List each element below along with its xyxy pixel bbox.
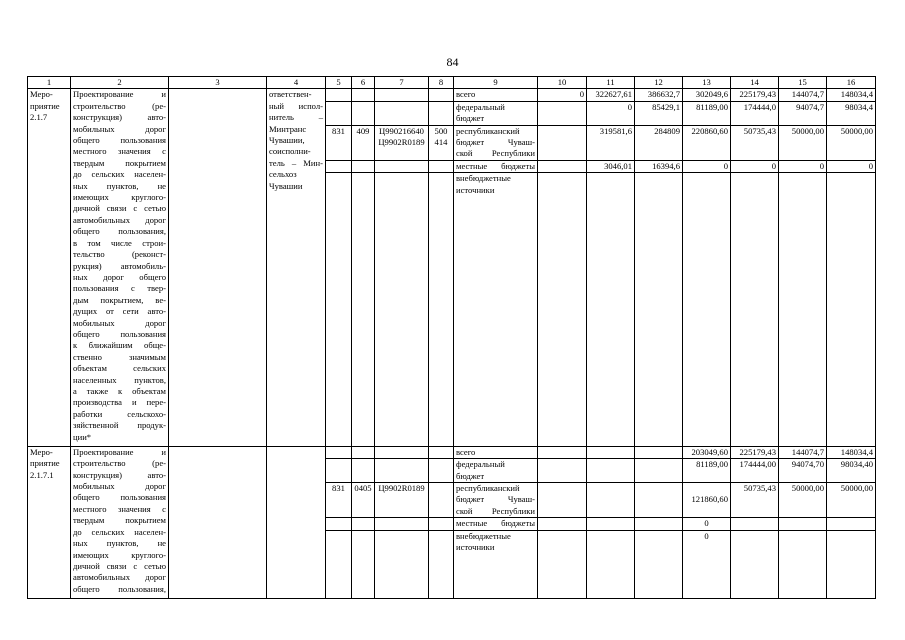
cell-line: сельхоз: [269, 169, 297, 180]
amount-c15: [779, 459, 827, 483]
expense-type-code: [429, 125, 454, 160]
amount-value: 98034,40: [840, 459, 873, 470]
cell-line: рукция) автомобиль-: [73, 260, 166, 271]
amount-c14: [731, 160, 779, 172]
amount-c16: [827, 160, 876, 172]
amount-c12: [635, 530, 683, 598]
page-number: 84: [446, 55, 459, 69]
grbs-code: [326, 160, 352, 172]
section-code: [352, 530, 375, 598]
cell-line: местного значения с: [73, 503, 166, 514]
section-code: [352, 101, 375, 125]
cell-line: тель – Мин-: [269, 157, 323, 168]
column-header: 13: [683, 77, 731, 89]
amount-value: 16394,6: [652, 160, 680, 171]
cell-line: строительство (ре-: [73, 458, 166, 469]
cell-line: общего пользования: [73, 135, 166, 146]
responsible-executor: [267, 446, 326, 598]
amount-c16: [827, 101, 876, 125]
cell-line: общего пользования,: [73, 583, 166, 594]
amount-value: 144074,7: [791, 446, 824, 457]
target-article-code: [375, 173, 429, 447]
cell-line: общего пользования,: [73, 226, 166, 237]
amount-c16: [827, 173, 876, 447]
cell-line: местного значения с: [73, 146, 166, 157]
header-row: [28, 77, 876, 89]
amount-value: 225179,43: [739, 446, 776, 457]
amount-c15: [779, 530, 827, 598]
amount-c12: [635, 125, 683, 160]
cell-line: всего: [456, 446, 476, 457]
amount-c13: [683, 89, 731, 101]
amount-value: 50000,00: [791, 483, 824, 494]
expense-type-code: [429, 530, 454, 598]
funding-source: [454, 160, 538, 172]
amount-c13: [683, 459, 731, 483]
column-header: 14: [731, 77, 779, 89]
section-code: 0405: [352, 483, 375, 518]
cell-line: Проектирование и: [73, 446, 166, 457]
cell-line: к ближайшим обще-: [73, 340, 166, 351]
cell-line: а также к объектам: [73, 385, 166, 396]
amount-value: 322627,61: [595, 89, 632, 100]
cell-line: общего пользования: [73, 492, 166, 503]
cell-line: 2.1.7: [30, 112, 48, 123]
amount-c13: [683, 101, 731, 125]
section-code: [352, 173, 375, 447]
cell-line: ный испол-: [269, 100, 323, 111]
cell-line: до сельских населен-: [73, 169, 166, 180]
amount-c16: [827, 125, 876, 160]
cell-line: Меро-: [30, 89, 53, 100]
target-article-code: [375, 101, 429, 125]
cell-line: ской Республики: [456, 148, 535, 159]
cell-line: до сельских населен-: [73, 526, 166, 537]
amount-c13: [683, 483, 731, 518]
cell-line: ской Республики: [456, 505, 535, 516]
amount-value: 81189,00: [696, 459, 728, 470]
amount-c10: [538, 446, 587, 458]
amount-c12: [635, 160, 683, 172]
cell-line: пользования с твер-: [73, 283, 166, 294]
cell-line: федеральный: [456, 459, 505, 470]
amount-c15: [779, 160, 827, 172]
amount-value: 0: [627, 101, 632, 112]
funding-source: [454, 530, 538, 598]
amount-value: 319581,6: [599, 125, 632, 136]
grbs-code: [326, 530, 352, 598]
expense-type-code: [429, 459, 454, 483]
amount-value: 0: [704, 518, 709, 529]
amount-value: 284809: [654, 125, 680, 136]
grbs-code: [326, 89, 352, 101]
cell-line: населенных пунктов,: [73, 374, 166, 385]
table-row: [28, 446, 876, 458]
cell-line: автомобильных дорог: [73, 572, 166, 583]
amount-value: 94074,7: [796, 101, 824, 112]
target-article-code: [375, 518, 429, 530]
amount-c11: [587, 459, 635, 483]
column-header: 16: [827, 77, 876, 89]
amount-c11: [587, 101, 635, 125]
target-article-code: [375, 483, 429, 518]
section-code: [352, 160, 375, 172]
amount-c10: [538, 459, 587, 483]
measure-id: [28, 446, 71, 598]
cell-line: строительство (ре-: [73, 100, 166, 111]
amount-c11: [587, 483, 635, 518]
cell-line: бюджет: [456, 113, 485, 124]
cell-line: Чувашии: [269, 180, 303, 191]
amount-c14: [731, 518, 779, 530]
column-header: 15: [779, 77, 827, 89]
section-code: [352, 89, 375, 101]
target-article-code: [375, 125, 429, 160]
column-header: 11: [587, 77, 635, 89]
column-header: 3: [169, 77, 267, 89]
cell-line: Меро-: [30, 446, 53, 457]
column-header: 6: [352, 77, 375, 89]
amount-c11: [587, 446, 635, 458]
amount-c13: [683, 125, 731, 160]
expense-type-code: [429, 446, 454, 458]
amount-c13: [683, 160, 731, 172]
column-3-empty: [169, 89, 267, 446]
amount-c10: [538, 483, 587, 518]
funding-source: [454, 101, 538, 125]
amount-c15: [779, 518, 827, 530]
amount-value: 220860,60: [691, 125, 728, 136]
target-article-code: [375, 160, 429, 172]
section-code: [352, 446, 375, 458]
section-code: [352, 518, 375, 530]
amount-c14: [731, 125, 779, 160]
cell-line: дущих от сети авто-: [73, 306, 166, 317]
amount-value: 0: [868, 160, 873, 171]
amount-value: 174444,0: [743, 101, 776, 112]
column-header: 9: [454, 77, 538, 89]
expense-type-code: [429, 89, 454, 101]
column-header: 7: [375, 77, 429, 89]
target-article-code: [375, 530, 429, 598]
cell-line: твердым покрытием: [73, 157, 166, 168]
expense-type-code: [429, 101, 454, 125]
amount-c11: [587, 160, 635, 172]
cell-line: местные бюджеты: [456, 518, 535, 529]
amount-c15: [779, 101, 827, 125]
amount-c12: [635, 446, 683, 458]
cell-line: ответствен-: [269, 89, 312, 100]
measure-description: [71, 446, 169, 598]
amount-c15: [779, 483, 827, 518]
amount-value: 174444,00: [739, 459, 776, 470]
cell-line: мобильных дорог: [73, 481, 166, 492]
cell-line: конструкция) авто-: [73, 112, 166, 123]
budget-table: [27, 76, 876, 599]
section-code: [352, 459, 375, 483]
cell-line: имеющих круглого-: [73, 549, 166, 560]
cell-line: соисполни-: [269, 146, 311, 157]
cell-line: внебюджетные: [456, 173, 511, 184]
cell-line: Чувашии,: [269, 135, 305, 146]
amount-c10: [538, 530, 587, 598]
spacer: [685, 483, 728, 494]
amount-value: 386632,7: [647, 89, 680, 100]
cell-line: объектам сельских: [73, 363, 166, 374]
cell-line: дичной связи с сетью: [73, 203, 166, 214]
amount-c15: [779, 446, 827, 458]
funding-source: [454, 446, 538, 458]
amount-c12: [635, 459, 683, 483]
amount-c10: [538, 173, 587, 447]
amount-c11: [587, 518, 635, 530]
funding-source: [454, 518, 538, 530]
amount-value: 121860,60: [691, 494, 728, 505]
cell-line: Минтранс: [269, 123, 307, 134]
cell-line: 414: [434, 137, 448, 148]
target-article-code: [375, 89, 429, 101]
cell-line: имеющих круглого-: [73, 192, 166, 203]
amount-c13: [683, 530, 731, 598]
expense-type-code: [429, 483, 454, 518]
amount-c16: [827, 446, 876, 458]
amount-c10: [538, 518, 587, 530]
amount-c13: [683, 173, 731, 447]
amount-c11: [587, 125, 635, 160]
cell-line: 2.1.7.1: [30, 469, 54, 480]
amount-c16: [827, 89, 876, 101]
cell-line: ции*: [73, 431, 92, 442]
amount-c12: [635, 89, 683, 101]
expense-type-code: [429, 518, 454, 530]
cell-line: тельство (реконст-: [73, 249, 166, 260]
amount-c16: [827, 459, 876, 483]
grbs-code: [326, 446, 352, 458]
cell-line: Ц9902R0189: [378, 137, 425, 148]
amount-value: 0: [723, 160, 728, 171]
amount-value: 0: [579, 89, 584, 100]
amount-value: 0: [819, 160, 824, 171]
expense-type-code: [429, 173, 454, 447]
grbs-code: [326, 518, 352, 530]
funding-source: [454, 173, 538, 447]
cell-line: нитель –: [269, 112, 323, 123]
amount-value: 302049,6: [695, 89, 728, 100]
amount-value: 148034,4: [840, 89, 873, 100]
amount-value: 144074,7: [791, 89, 824, 100]
amount-c14: [731, 101, 779, 125]
column-header: 8: [429, 77, 454, 89]
table-row: [28, 89, 876, 101]
measure-id: [28, 89, 71, 446]
amount-value: 203049,60: [691, 446, 728, 457]
amount-value: 225179,43: [739, 89, 776, 100]
cell-line: республиканский: [456, 483, 520, 494]
amount-value: 0: [771, 160, 776, 171]
grbs-code: [326, 173, 352, 447]
amount-c14: [731, 459, 779, 483]
amount-value: 3046,01: [604, 160, 632, 171]
amount-c10: [538, 160, 587, 172]
amount-c10: [538, 101, 587, 125]
cell-line: мобильных дорог: [73, 123, 166, 134]
cell-line: бюджет Чуваш-: [456, 494, 535, 505]
funding-source: [454, 89, 538, 101]
column-header: 10: [538, 77, 587, 89]
cell-line: мобильных дорог: [73, 317, 166, 328]
cell-line: источники: [456, 542, 495, 553]
grbs-code: [326, 459, 352, 483]
cell-line: ных пунктов, не: [73, 180, 166, 191]
amount-value: 50000,00: [840, 125, 873, 136]
responsible-executor: [267, 89, 326, 446]
cell-line: ных дорог общего: [73, 271, 166, 282]
amount-c12: [635, 101, 683, 125]
amount-c14: [731, 89, 779, 101]
cell-line: дичной связи с сетью: [73, 560, 166, 571]
amount-value: 85429,1: [652, 101, 680, 112]
amount-c14: [731, 446, 779, 458]
column-header: 4: [267, 77, 326, 89]
amount-c16: [827, 518, 876, 530]
cell-line: конструкция) авто-: [73, 469, 166, 480]
grbs-code: 831: [326, 125, 352, 160]
column-3-empty: [169, 446, 267, 598]
amount-c10: [538, 125, 587, 160]
cell-line: ных пунктов, не: [73, 538, 166, 549]
cell-line: федеральный: [456, 101, 505, 112]
column-header: 12: [635, 77, 683, 89]
amount-value: 0: [704, 530, 709, 541]
amount-c13: [683, 518, 731, 530]
cell-line: Ц9902R0189: [378, 483, 425, 494]
amount-c12: [635, 483, 683, 518]
cell-line: Проектирование и: [73, 89, 166, 100]
cell-line: внебюджетные: [456, 530, 511, 541]
amount-c14: [731, 173, 779, 447]
amount-value: 50000,00: [791, 125, 824, 136]
cell-line: общего пользования: [73, 328, 166, 339]
cell-line: автомобильных дорог: [73, 214, 166, 225]
cell-line: производства и пере-: [73, 397, 166, 408]
amount-value: 50735,43: [743, 483, 776, 494]
amount-c16: [827, 530, 876, 598]
cell-line: республиканский: [456, 125, 520, 136]
column-header: 2: [71, 77, 169, 89]
cell-line: твердым покрытием: [73, 515, 166, 526]
amount-c12: [635, 173, 683, 447]
expense-type-code: [429, 160, 454, 172]
cell-line: приятие: [30, 100, 60, 111]
section-code: 409: [352, 125, 375, 160]
cell-line: бюджет: [456, 470, 485, 481]
cell-line: Ц990216640: [379, 125, 424, 136]
cell-line: всего: [456, 89, 476, 100]
cell-line: зяйственной продук-: [73, 420, 166, 431]
amount-c13: [683, 446, 731, 458]
amount-c11: [587, 89, 635, 101]
amount-c14: [731, 483, 779, 518]
amount-value: 50000,00: [840, 483, 873, 494]
amount-value: 148034,4: [840, 446, 873, 457]
amount-c12: [635, 518, 683, 530]
amount-c14: [731, 530, 779, 598]
cell-line: источники: [456, 184, 495, 195]
target-article-code: [375, 446, 429, 458]
cell-line: приятие: [30, 458, 60, 469]
target-article-code: [375, 459, 429, 483]
cell-line: 500: [434, 125, 448, 136]
funding-source: [454, 125, 538, 160]
amount-value: 94074,70: [791, 459, 824, 470]
amount-c11: [587, 173, 635, 447]
amount-c15: [779, 173, 827, 447]
grbs-code: 831: [326, 483, 352, 518]
amount-c11: [587, 530, 635, 598]
cell-line: ственно значимым: [73, 351, 166, 362]
amount-c16: [827, 483, 876, 518]
amount-c10: [538, 89, 587, 101]
column-header: 1: [28, 77, 71, 89]
column-header: 5: [326, 77, 352, 89]
amount-value: 81189,00: [696, 101, 728, 112]
measure-description: [71, 89, 169, 446]
funding-source: [454, 483, 538, 518]
funding-source: [454, 459, 538, 483]
amount-c15: [779, 89, 827, 101]
amount-value: 50735,43: [743, 125, 776, 136]
amount-c15: [779, 125, 827, 160]
cell-line: работки сельскохо-: [73, 408, 166, 419]
cell-line: бюджет Чуваш-: [456, 137, 535, 148]
cell-line: в том числе строи-: [73, 237, 166, 248]
amount-value: 98034,4: [845, 101, 873, 112]
cell-line: дым покрытием, ве-: [73, 294, 166, 305]
cell-line: местные бюджеты: [456, 160, 535, 171]
grbs-code: [326, 101, 352, 125]
